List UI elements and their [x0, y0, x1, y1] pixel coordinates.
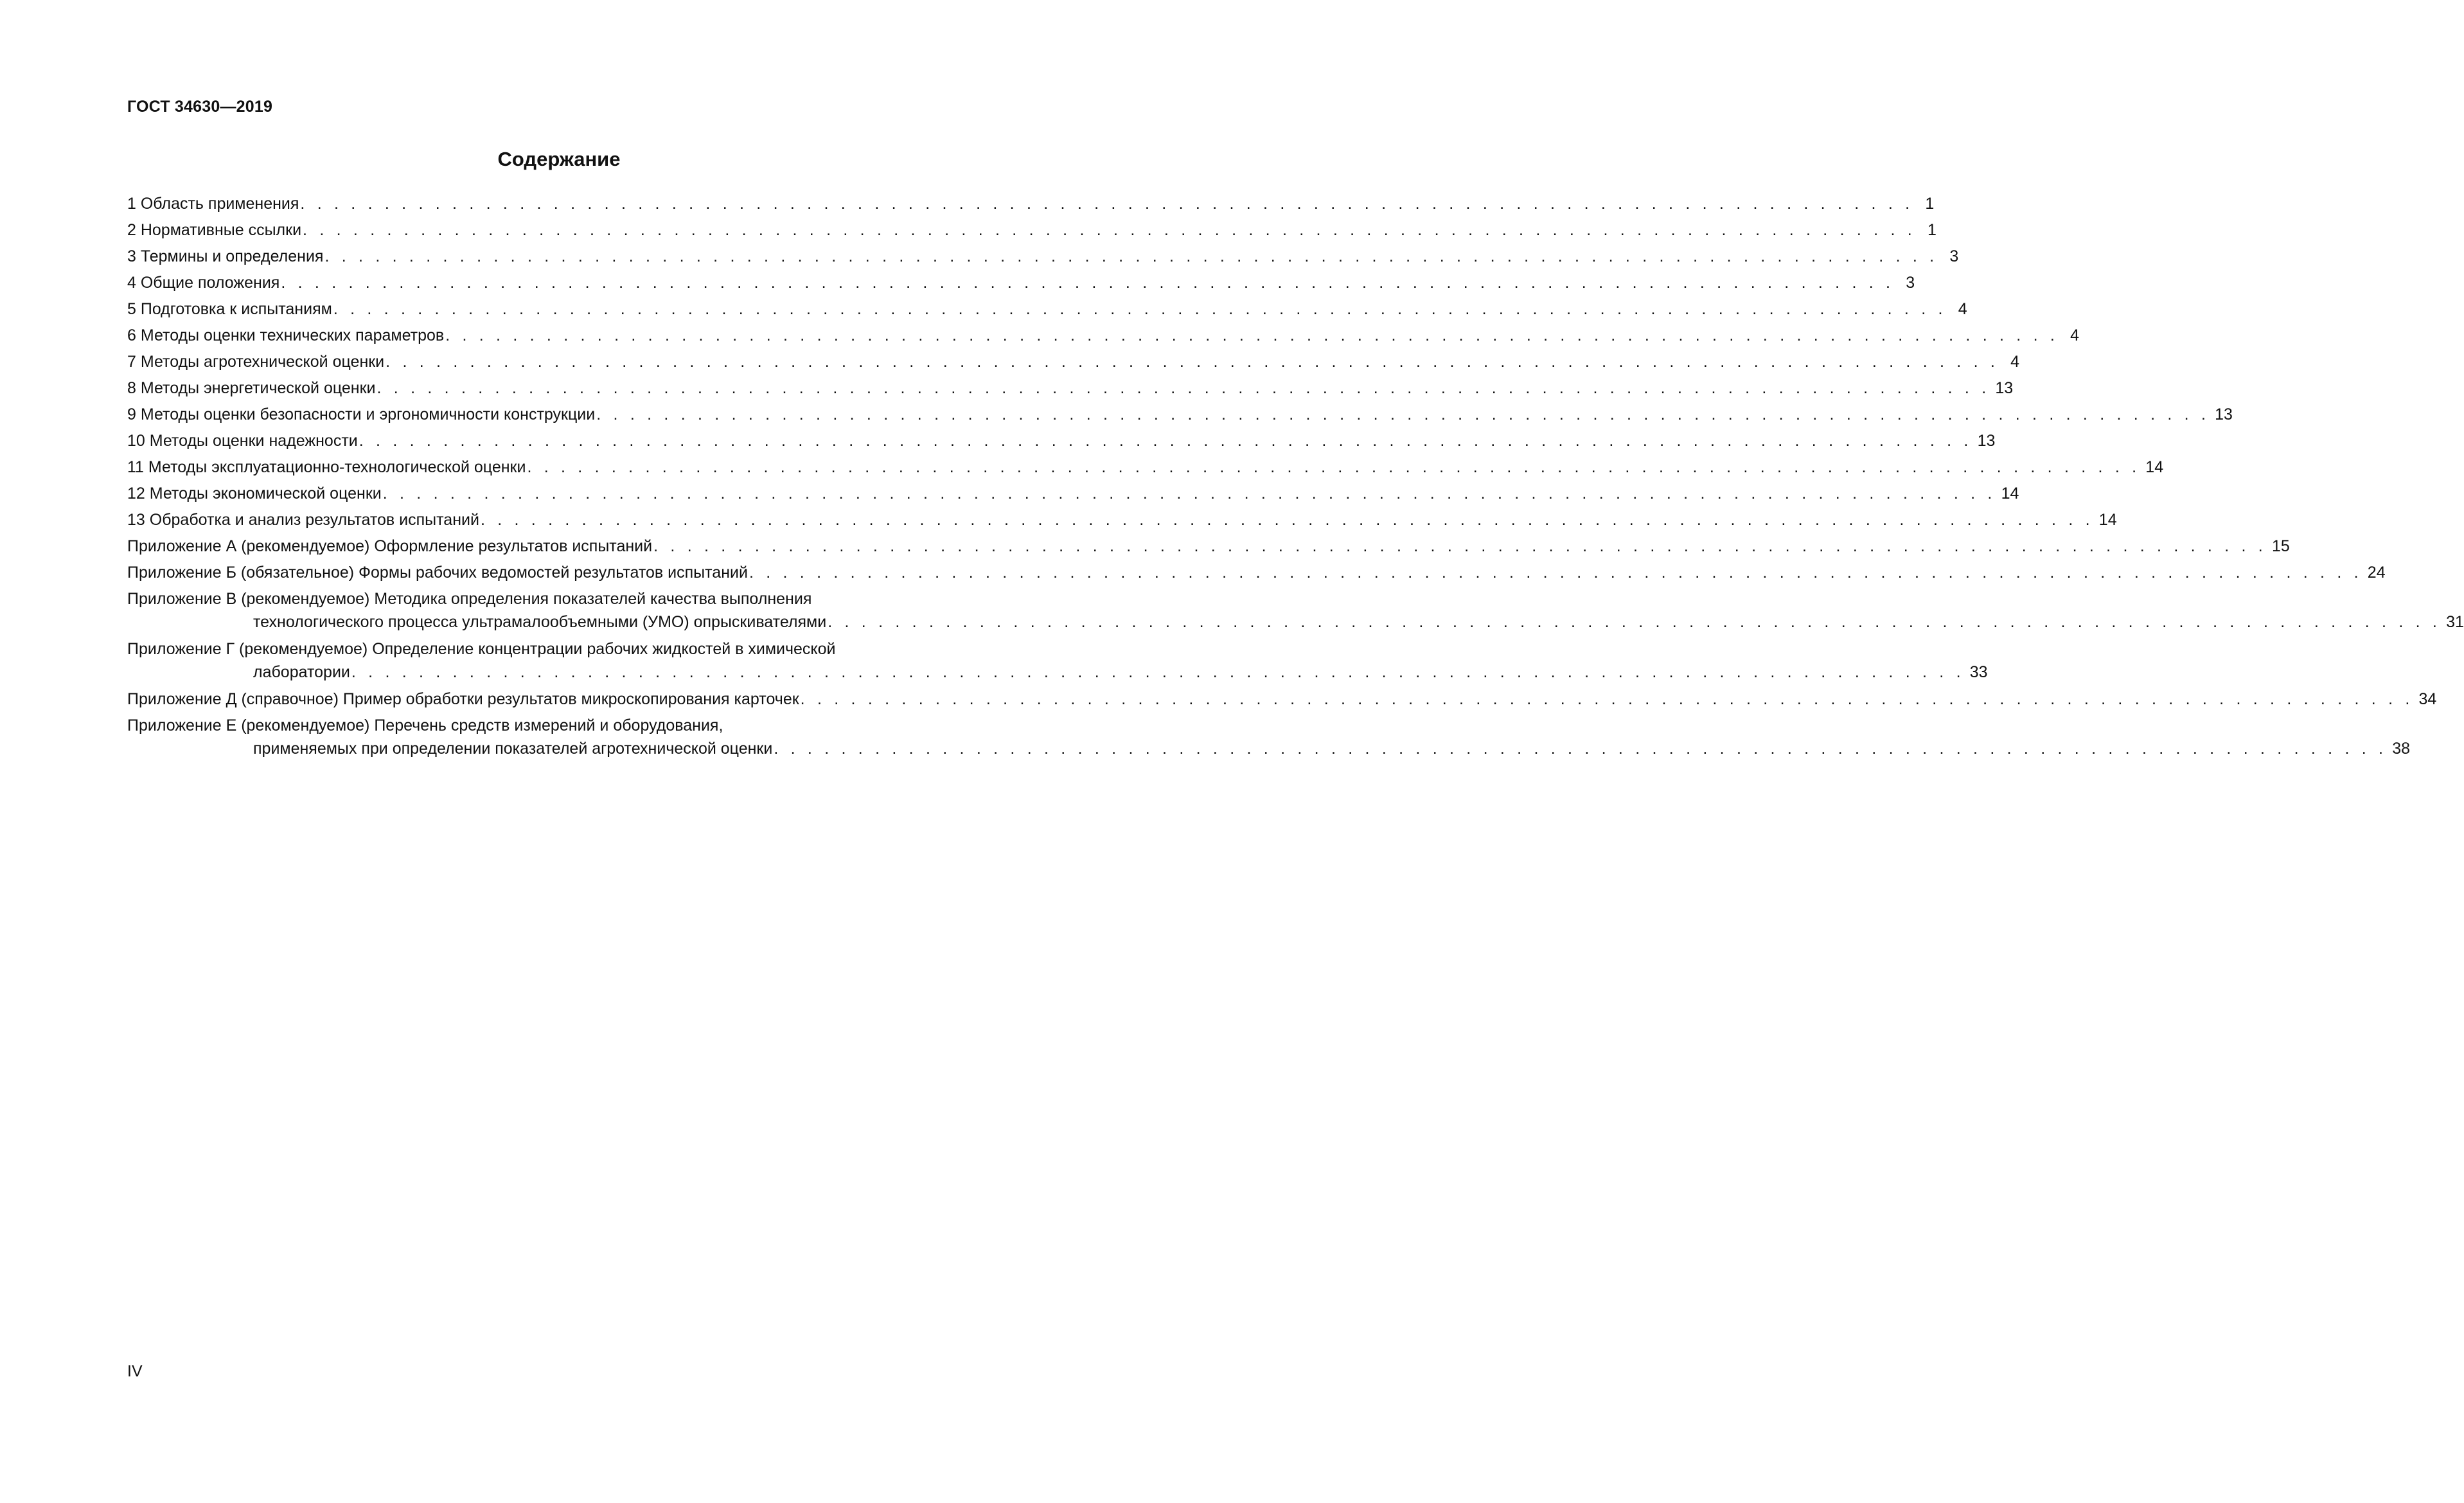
toc-entry-line — [127, 245, 1959, 268]
toc-entry-page: 3 — [1949, 247, 1959, 265]
toc-entry-line — [127, 271, 1915, 294]
toc-entry-title: Приложение Е (рекомендуемое) Перечень средств измерений и оборудования, — [127, 716, 723, 734]
toc-entry-line — [127, 298, 1967, 321]
toc-entry-title: лаборатории — [253, 663, 350, 681]
toc-dot-leader: . . . . . . . . . . . . . . . . . . . . . . . . . . . . . . . . . . . . . . . . . . . . . . . . . . . . . . . . . . . . . . . . . . . . . . . . . . . . . . . . . . . . . . . . . . . . . . . . — [300, 195, 1914, 213]
toc-dot-leader: . . . . . . . . . . . . . . . . . . . . . . . . . . . . . . . . . . . . . . . . . . . . . . . . . . . . . . . . . . . . . . . . . . . . . . . . . . . . . . . . . . . . . . . . . . . . . . . . — [377, 379, 1990, 397]
toc-entry-title: Приложение Д (справочное) Пример обработки результатов микроскопирования карточек — [127, 690, 799, 708]
toc-entry-line — [127, 324, 2080, 347]
toc-entry-page: 38 — [2392, 740, 2411, 758]
toc-entry-title: Приложение А (рекомендуемое) Оформление результатов испытаний — [127, 537, 653, 555]
toc-entry-title: 13 Обработка и анализ результатов испытаний — [127, 511, 479, 529]
toc-dot-leader: . . . . . . . . . . . . . . . . . . . . . . . . . . . . . . . . . . . . . . . . . . . . . . . . . . . . . . . . . . . . . . . . . . . . . . . . . . . . . . . . . . . . . . . . . . . . . . . . — [653, 537, 2267, 555]
toc-entry-page: 34 — [2418, 690, 2437, 708]
toc-title: Содержание — [497, 148, 621, 170]
toc-entry-title: 1 Область применения — [127, 195, 299, 213]
toc-entry-line — [127, 508, 2117, 531]
toc-entry-title: 4 Общие положения — [127, 274, 280, 292]
toc-dot-leader: . . . . . . . . . . . . . . . . . . . . . . . . . . . . . . . . . . . . . . . . . . . . . . . . . . . . . . . . . . . . . . . . . . . . . . . . . . . . . . . . . . . . . . . . . . . . . . . . — [324, 247, 1938, 265]
toc-entry-line — [127, 561, 2386, 584]
toc-entry-title: применяемых при определении показателей агротехнической оценки — [253, 740, 773, 758]
toc-entry-title: технологического процесса ультрамалообъемными (УМО) опрыскивателями — [253, 613, 827, 631]
toc-entry-page: 14 — [2145, 458, 2164, 476]
toc-entry[interactable] — [127, 298, 1967, 321]
toc-entry-title: 11 Методы эксплуатационно-технологической оценки — [127, 458, 526, 476]
toc-dot-leader: . . . . . . . . . . . . . . . . . . . . . . . . . . . . . . . . . . . . . . . . . . . . . . . . . . . . . . . . . . . . . . . . . . . . . . . . . . . . . . . . . . . . . . . . . . . . . . . . — [281, 274, 1895, 292]
toc-entry-title: 12 Методы экономической оценки — [127, 485, 382, 502]
toc-entry-page: 4 — [2070, 326, 2080, 344]
toc-entry[interactable] — [127, 403, 2233, 426]
toc-dot-leader: . . . . . . . . . . . . . . . . . . . . . . . . . . . . . . . . . . . . . . . . . . . . . . . . . . . . . . . . . . . . . . . . . . . . . . . . . . . . . . . . . . . . . . . . . . . . . . . . — [527, 458, 2141, 476]
toc-entry[interactable] — [127, 508, 2117, 531]
toc-entry-title: Приложение В (рекомендуемое) Методика определения показателей качества выполнения — [127, 590, 812, 608]
toc-dot-leader: . . . . . . . . . . . . . . . . . . . . . . . . . . . . . . . . . . . . . . . . . . . . . . . . . . . . . . . . . . . . . . . . . . . . . . . . . . . . . . . . . . . . . . . . . . . . . . . . — [596, 405, 2210, 423]
toc-entry-continuation-line — [127, 661, 1988, 684]
toc-dot-leader: . . . . . . . . . . . . . . . . . . . . . . . . . . . . . . . . . . . . . . . . . . . . . . . . . . . . . . . . . . . . . . . . . . . . . . . . . . . . . . . . . . . . . . . . . . . . . . . . — [303, 221, 1916, 239]
toc-dot-leader: . . . . . . . . . . . . . . . . . . . . . . . . . . . . . . . . . . . . . . . . . . . . . . . . . . . . . . . . . . . . . . . . . . . . . . . . . . . . . . . . . . . . . . . . . . . . . . . . — [445, 326, 2059, 344]
toc-dot-leader: . . . . . . . . . . . . . . . . . . . . . . . . . . . . . . . . . . . . . . . . . . . . . . . . . . . . . . . . . . . . . . . . . . . . . . . . . . . . . . . . . . . . . . . . . . . . . . . . — [382, 485, 1996, 502]
toc-entry[interactable] — [127, 192, 1935, 215]
toc-entry-line — [127, 429, 1996, 452]
toc-entry-title: 5 Подготовка к испытаниям — [127, 300, 332, 318]
toc-entry-line — [127, 688, 2437, 711]
toc-entry-line — [127, 535, 2290, 558]
toc-entry[interactable] — [127, 324, 2080, 347]
toc-entry[interactable] — [127, 429, 1996, 452]
toc-entry-line — [127, 714, 989, 737]
toc-entry-page: 1 — [1925, 195, 1935, 213]
toc-entry-page: 31 — [2446, 613, 2464, 631]
toc-dot-leader: . . . . . . . . . . . . . . . . . . . . . . . . . . . . . . . . . . . . . . . . . . . . . . . . . . . . . . . . . . . . . . . . . . . . . . . . . . . . . . . . . . . . . . . . . . . . . . . . — [333, 300, 1947, 318]
toc-entry-page: 4 — [2010, 353, 2020, 371]
toc-entry-title: Приложение Г (рекомендуемое) Определение концентрации рабочих жидкостей в химической — [127, 640, 836, 658]
toc-entry[interactable] — [127, 456, 2164, 479]
toc-entry[interactable] — [127, 587, 2464, 634]
toc-entry[interactable] — [127, 271, 1915, 294]
toc-entry-page: 3 — [1906, 274, 1915, 292]
toc-dot-leader: . . . . . . . . . . . . . . . . . . . . . . . . . . . . . . . . . . . . . . . . . . . . . . . . . . . . . . . . . . . . . . . . . . . . . . . . . . . . . . . . . . . . . . . . . . . . . . . . — [774, 740, 2388, 758]
toc-entry-line — [127, 456, 2164, 479]
page-number: IV — [127, 1362, 143, 1380]
toc-entry-title: Приложение Б (обязательное) Формы рабочих ведомостей результатов испытаний — [127, 564, 748, 582]
toc-entry-continuation-line — [127, 610, 2464, 634]
toc-entry[interactable] — [127, 377, 2014, 400]
toc-dot-leader: . . . . . . . . . . . . . . . . . . . . . . . . . . . . . . . . . . . . . . . . . . . . . . . . . . . . . . . . . . . . . . . . . . . . . . . . . . . . . . . . . . . . . . . . . . . . . . . . — [800, 690, 2414, 708]
document-code: ГОСТ 34630—2019 — [127, 98, 273, 116]
toc-entry[interactable] — [127, 535, 2290, 558]
toc-dot-leader: . . . . . . . . . . . . . . . . . . . . . . . . . . . . . . . . . . . . . . . . . . . . . . . . . . . . . . . . . . . . . . . . . . . . . . . . . . . . . . . . . . . . . . . . . . . . . . . . — [351, 663, 1965, 681]
toc-entry[interactable] — [127, 245, 1959, 268]
toc-entry[interactable] — [127, 688, 2437, 711]
toc-entry-line — [127, 377, 2014, 400]
toc-entry[interactable] — [127, 561, 2386, 584]
toc-dot-leader: . . . . . . . . . . . . . . . . . . . . . . . . . . . . . . . . . . . . . . . . . . . . . . . . . . . . . . . . . . . . . . . . . . . . . . . . . . . . . . . . . . . . . . . . . . . . . . . . — [386, 353, 1999, 371]
toc-entry[interactable] — [127, 350, 2020, 373]
toc-entry-page: 15 — [2271, 537, 2290, 555]
toc-entry-page: 13 — [2215, 405, 2233, 423]
toc-entry-page: 14 — [2001, 485, 2019, 502]
toc-entry-line — [127, 482, 2019, 505]
toc-dot-leader: . . . . . . . . . . . . . . . . . . . . . . . . . . . . . . . . . . . . . . . . . . . . . . . . . . . . . . . . . . . . . . . . . . . . . . . . . . . . . . . . . . . . . . . . . . . . . . . . — [359, 432, 1972, 450]
toc-entry-line — [127, 403, 2233, 426]
toc-entry-title: 10 Методы оценки надежности — [127, 432, 358, 450]
toc-entry-title: 2 Нормативные ссылки — [127, 221, 302, 239]
toc-entry-page: 33 — [1969, 663, 1988, 681]
toc-entry-title: 6 Методы оценки технических параметров — [127, 326, 445, 344]
toc-entry-page: 13 — [1977, 432, 1996, 450]
toc-dot-leader: . . . . . . . . . . . . . . . . . . . . . . . . . . . . . . . . . . . . . . . . . . . . . . . . . . . . . . . . . . . . . . . . . . . . . . . . . . . . . . . . . . . . . . . . . . . . . . . . — [480, 511, 2094, 529]
toc-entry-page: 14 — [2098, 511, 2117, 529]
toc-dot-leader: . . . . . . . . . . . . . . . . . . . . . . . . . . . . . . . . . . . . . . . . . . . . . . . . . . . . . . . . . . . . . . . . . . . . . . . . . . . . . . . . . . . . . . . . . . . . . . . . — [749, 564, 2362, 582]
toc-entry-page: 24 — [2367, 564, 2386, 582]
toc-entry[interactable] — [127, 218, 1937, 242]
toc-entry-line — [127, 587, 989, 610]
toc-entry-page: 4 — [1958, 300, 1967, 318]
toc-entry-title: 9 Методы оценки безопасности и эргономичности конструкции — [127, 405, 596, 423]
toc-entry-continuation-line — [127, 737, 2411, 760]
toc-entry-line — [127, 637, 989, 661]
toc-entry-line — [127, 350, 2020, 373]
toc-entry-page: 1 — [1928, 221, 1937, 239]
toc-entry-page: 13 — [1995, 379, 2014, 397]
toc-entry[interactable] — [127, 482, 2019, 505]
toc-dot-leader: . . . . . . . . . . . . . . . . . . . . . . . . . . . . . . . . . . . . . . . . . . . . . . . . . . . . . . . . . . . . . . . . . . . . . . . . . . . . . . . . . . . . . . . . . . . . . . . . — [828, 613, 2442, 631]
toc-entry[interactable] — [127, 637, 1988, 684]
toc-entry-line — [127, 192, 1935, 215]
toc-entry-title: 8 Методы энергетической оценки — [127, 379, 376, 397]
toc-entry-title: 7 Методы агротехнической оценки — [127, 353, 385, 371]
toc-entry[interactable] — [127, 714, 2411, 760]
toc-entry-title: 3 Термины и определения — [127, 247, 324, 265]
table-of-contents — [127, 192, 2464, 764]
toc-entry-line — [127, 218, 1937, 242]
